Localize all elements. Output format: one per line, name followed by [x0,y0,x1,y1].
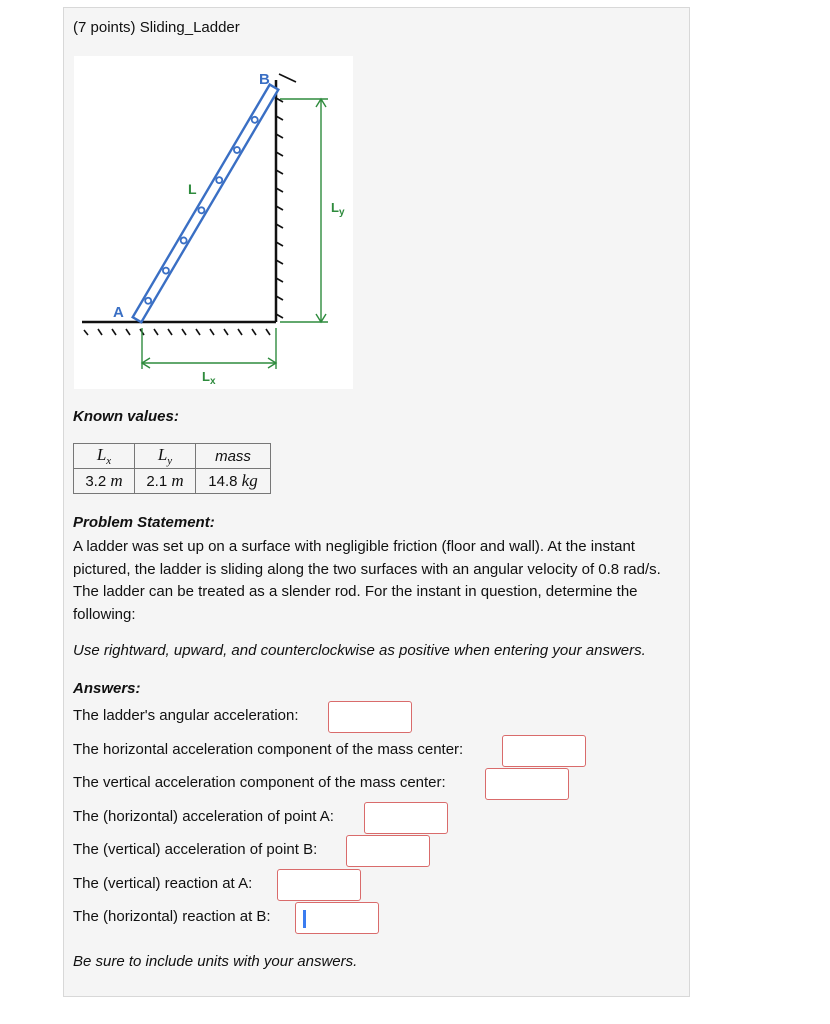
value-lx: 3.2 m [74,469,135,494]
ly-dimension [280,99,328,322]
question-reaction-at-b: The (horizontal) reaction at B: [73,908,271,925]
label-lx: $L_x$ [202,369,216,387]
text-cursor [303,910,306,928]
answer-input-reaction-at-a[interactable] [277,869,361,901]
label-b: B [259,71,270,88]
answer-input-acceleration-point-b[interactable] [346,835,430,867]
answer-input-angular-acceleration[interactable] [328,701,412,733]
problem-title: (7 points) Sliding_Ladder [73,19,240,36]
answer-input-acceleration-point-a[interactable] [364,802,448,834]
label-l: L [188,181,197,197]
problem-statement-label: Problem Statement: [73,514,215,531]
answer-input-reaction-at-b[interactable] [295,902,379,934]
question-horizontal-acceleration-mass-center: The horizontal acceleration component of the mass center: [73,741,464,758]
question-acceleration-point-b: The (vertical) acceleration of point B: [73,841,318,858]
label-a: A [113,304,124,321]
known-values-table [73,443,271,494]
header-mass: mass [196,444,271,469]
ladder-diagram [74,56,353,389]
known-values-label: Known values: [73,408,179,425]
answer-input-vertical-acceleration-mass-center[interactable] [485,768,569,800]
table-header-row [74,444,271,469]
question-acceleration-point-a: The (horizontal) acceleration of point A: [73,808,334,825]
answers-label: Answers: [73,680,141,697]
header-ly: $L_y$ [135,444,196,469]
question-vertical-acceleration-mass-center: The vertical acceleration component of the mass center: [73,774,446,791]
question-reaction-at-a: The (vertical) reaction at A: [73,875,253,892]
ladder [133,85,279,323]
wall-hatching [276,74,296,318]
problem-statement-text: A ladder was set up on a surface with negligible friction (floor and wall). At the instant pictured, the ladder is sliding along the two surfaces with an angular velocity of 0.8 rad/s. The ladder can be treated as a slender rod. For the instant in question, determine the following: [73,538,661,624]
question-angular-acceleration: The ladder's angular acceleration: [73,707,299,724]
header-lx: $L_x$ [74,444,135,469]
sign-convention-note: Use rightward, upward, and counterclockwise as positive when entering your answers. [73,642,646,659]
value-ly: 2.1 m [135,469,196,494]
value-mass: 14.8 kg [196,469,271,494]
units-footnote: Be sure to include units with your answers. [73,953,358,970]
table-value-row [74,469,271,494]
answer-input-horizontal-acceleration-mass-center[interactable] [502,735,586,767]
floor-hatching [84,329,270,335]
label-ly: $L_y$ [331,200,345,218]
